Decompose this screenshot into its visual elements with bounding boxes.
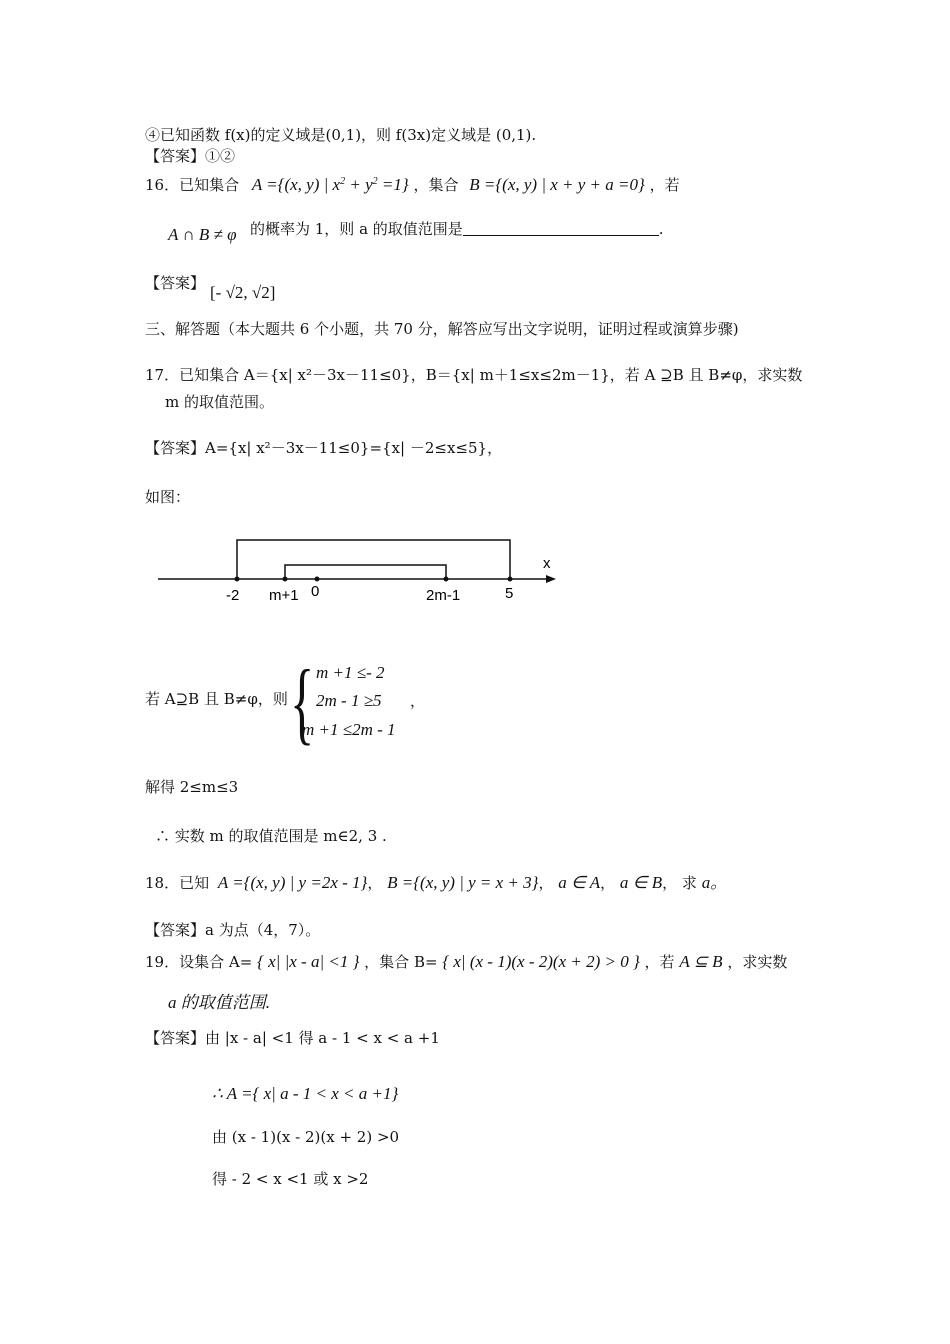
point-neg2 — [235, 577, 240, 582]
intersection-expression: A ∩ B ≠ φ — [168, 225, 237, 244]
question-19-prefix: 19．设集合 A= — [145, 953, 253, 971]
tick-label-2m-minus-1: 2m-1 — [426, 587, 461, 604]
set-a-19: { x| |x - a| <1 } — [257, 952, 360, 971]
condition-lead: 若 A⊇B 且 B≠φ，则 — [145, 690, 288, 708]
answer-blank[interactable] — [463, 221, 659, 236]
figure-intro: 如图： — [145, 488, 191, 506]
question-17-line1: 17．已知集合 A＝{x| x²－3x－11≤0}，B＝{x| m＋1≤x≤2m－1}，若 A ⊇B 且 B≠φ，求实数 — [145, 366, 803, 384]
question-19-line2: a 的取值范围. — [168, 993, 270, 1012]
set-b-bracket — [285, 565, 446, 579]
answer-19-line4: 得 - 2 < x <1 或 x >2 — [212, 1170, 369, 1188]
tick-label-five: 5 — [505, 585, 514, 602]
question-16-text: 的概率为 1，则 a 的取值范围是 — [250, 220, 463, 238]
point-m-plus-1 — [283, 577, 288, 582]
question-16-prefix: 16．已知集合 — [145, 176, 240, 194]
question-19-b: ，集合 B= — [364, 953, 438, 971]
question-19-line1 — [145, 951, 787, 973]
question-19-d: ，求实数 — [727, 953, 788, 971]
condition-a-in-b: a ∈ B — [619, 873, 663, 892]
condition-a-in-a: a ∈ A — [558, 873, 601, 892]
tick-label-zero: 0 — [311, 583, 320, 600]
answer-19-line1: 【答案】由 |x - a| <1 得 a - 1 < x < a +1 — [145, 1029, 440, 1047]
condition-end: ， — [410, 692, 426, 710]
question-17-line2: m 的取值范围。 — [165, 393, 274, 411]
set-a-18: A ={(x, y) | y =2x - 1} — [217, 873, 368, 892]
question-19-c: ，若 — [644, 953, 675, 971]
condition-1: m +1 ≤- 2 — [316, 663, 385, 682]
condition-2: 2m - 1 ≥5 — [316, 691, 382, 710]
brace-icon: { — [290, 651, 315, 753]
answer-18: 【答案】a 为点（4，7）。 — [145, 921, 321, 939]
period: . — [658, 220, 664, 238]
question-18-prefix: 18．已知 — [145, 874, 210, 892]
axis-label: x — [543, 555, 551, 572]
question-16-line2 — [168, 224, 236, 246]
question-18-qiu: 求 — [681, 874, 697, 892]
answer-19-line3: 由 (x - 1)(x - 2)(x + 2) >0 — [212, 1128, 400, 1146]
answer-17: 【答案】A={x| x²－3x－11≤0}={x| －2≤x≤5}， — [145, 439, 503, 457]
tick-label-m-plus-1: m+1 — [269, 587, 299, 604]
question-16-ruo: ，若 — [649, 176, 680, 194]
set-b-18: B ={(x, y) | y = x + 3} — [387, 873, 539, 892]
set-b-expression: B ={(x, y) | x + y + a =0} — [469, 175, 645, 194]
answer-19-line2: ∴ A ={ x| a - 1 < x < a +1} — [212, 1084, 399, 1103]
answer-15: 【答案】①② — [145, 147, 236, 165]
section-3-heading: 三、解答题（本大题共 6 个小题，共 70 分，解答应写出文字说明，证明过程或演算步骤) — [145, 320, 739, 338]
point-zero — [315, 577, 320, 582]
answer-16-interval: [- √2, √2] — [210, 283, 276, 302]
point-five — [508, 577, 513, 582]
question-18-end: a。 — [701, 873, 728, 892]
question-18: 18．已知 A ={(x, y) | y =2x - 1}， B ={(x, y) | y = x + 3}， a ∈ A， a ∈ B， 求 a。 — [145, 873, 728, 892]
answer-16-label: 【答案】 — [145, 274, 206, 292]
question-16-line2-text — [250, 218, 664, 240]
point-2m-minus-1 — [444, 577, 449, 582]
subset-condition: A ⊆ B — [679, 952, 723, 971]
question-16-line1 — [145, 171, 680, 196]
statement-4: ④已知函数 f(x)的定义域是(0,1)，则 f(3x)定义域是 (0,1). — [145, 126, 537, 144]
question-16-comma: ，集合 — [413, 176, 459, 194]
conclusion-17: ∴ 实数 m 的取值范围是 m∈2, 3 . — [155, 827, 387, 845]
axis-arrow-icon — [546, 575, 556, 583]
set-a-expression: A ={(x, y) | $x^2 + y^2 =1$} — [251, 175, 409, 194]
solve-result: 解得 2≤m≤3 — [145, 778, 239, 796]
set-a-bracket — [237, 540, 510, 579]
condition-3: m +1 ≤2m - 1 — [302, 720, 396, 739]
set-b-19: { x| (x - 1)(x - 2)(x + 2) > 0 } — [442, 952, 640, 971]
tick-label-neg2: -2 — [226, 587, 240, 604]
number-line-diagram — [150, 530, 570, 610]
